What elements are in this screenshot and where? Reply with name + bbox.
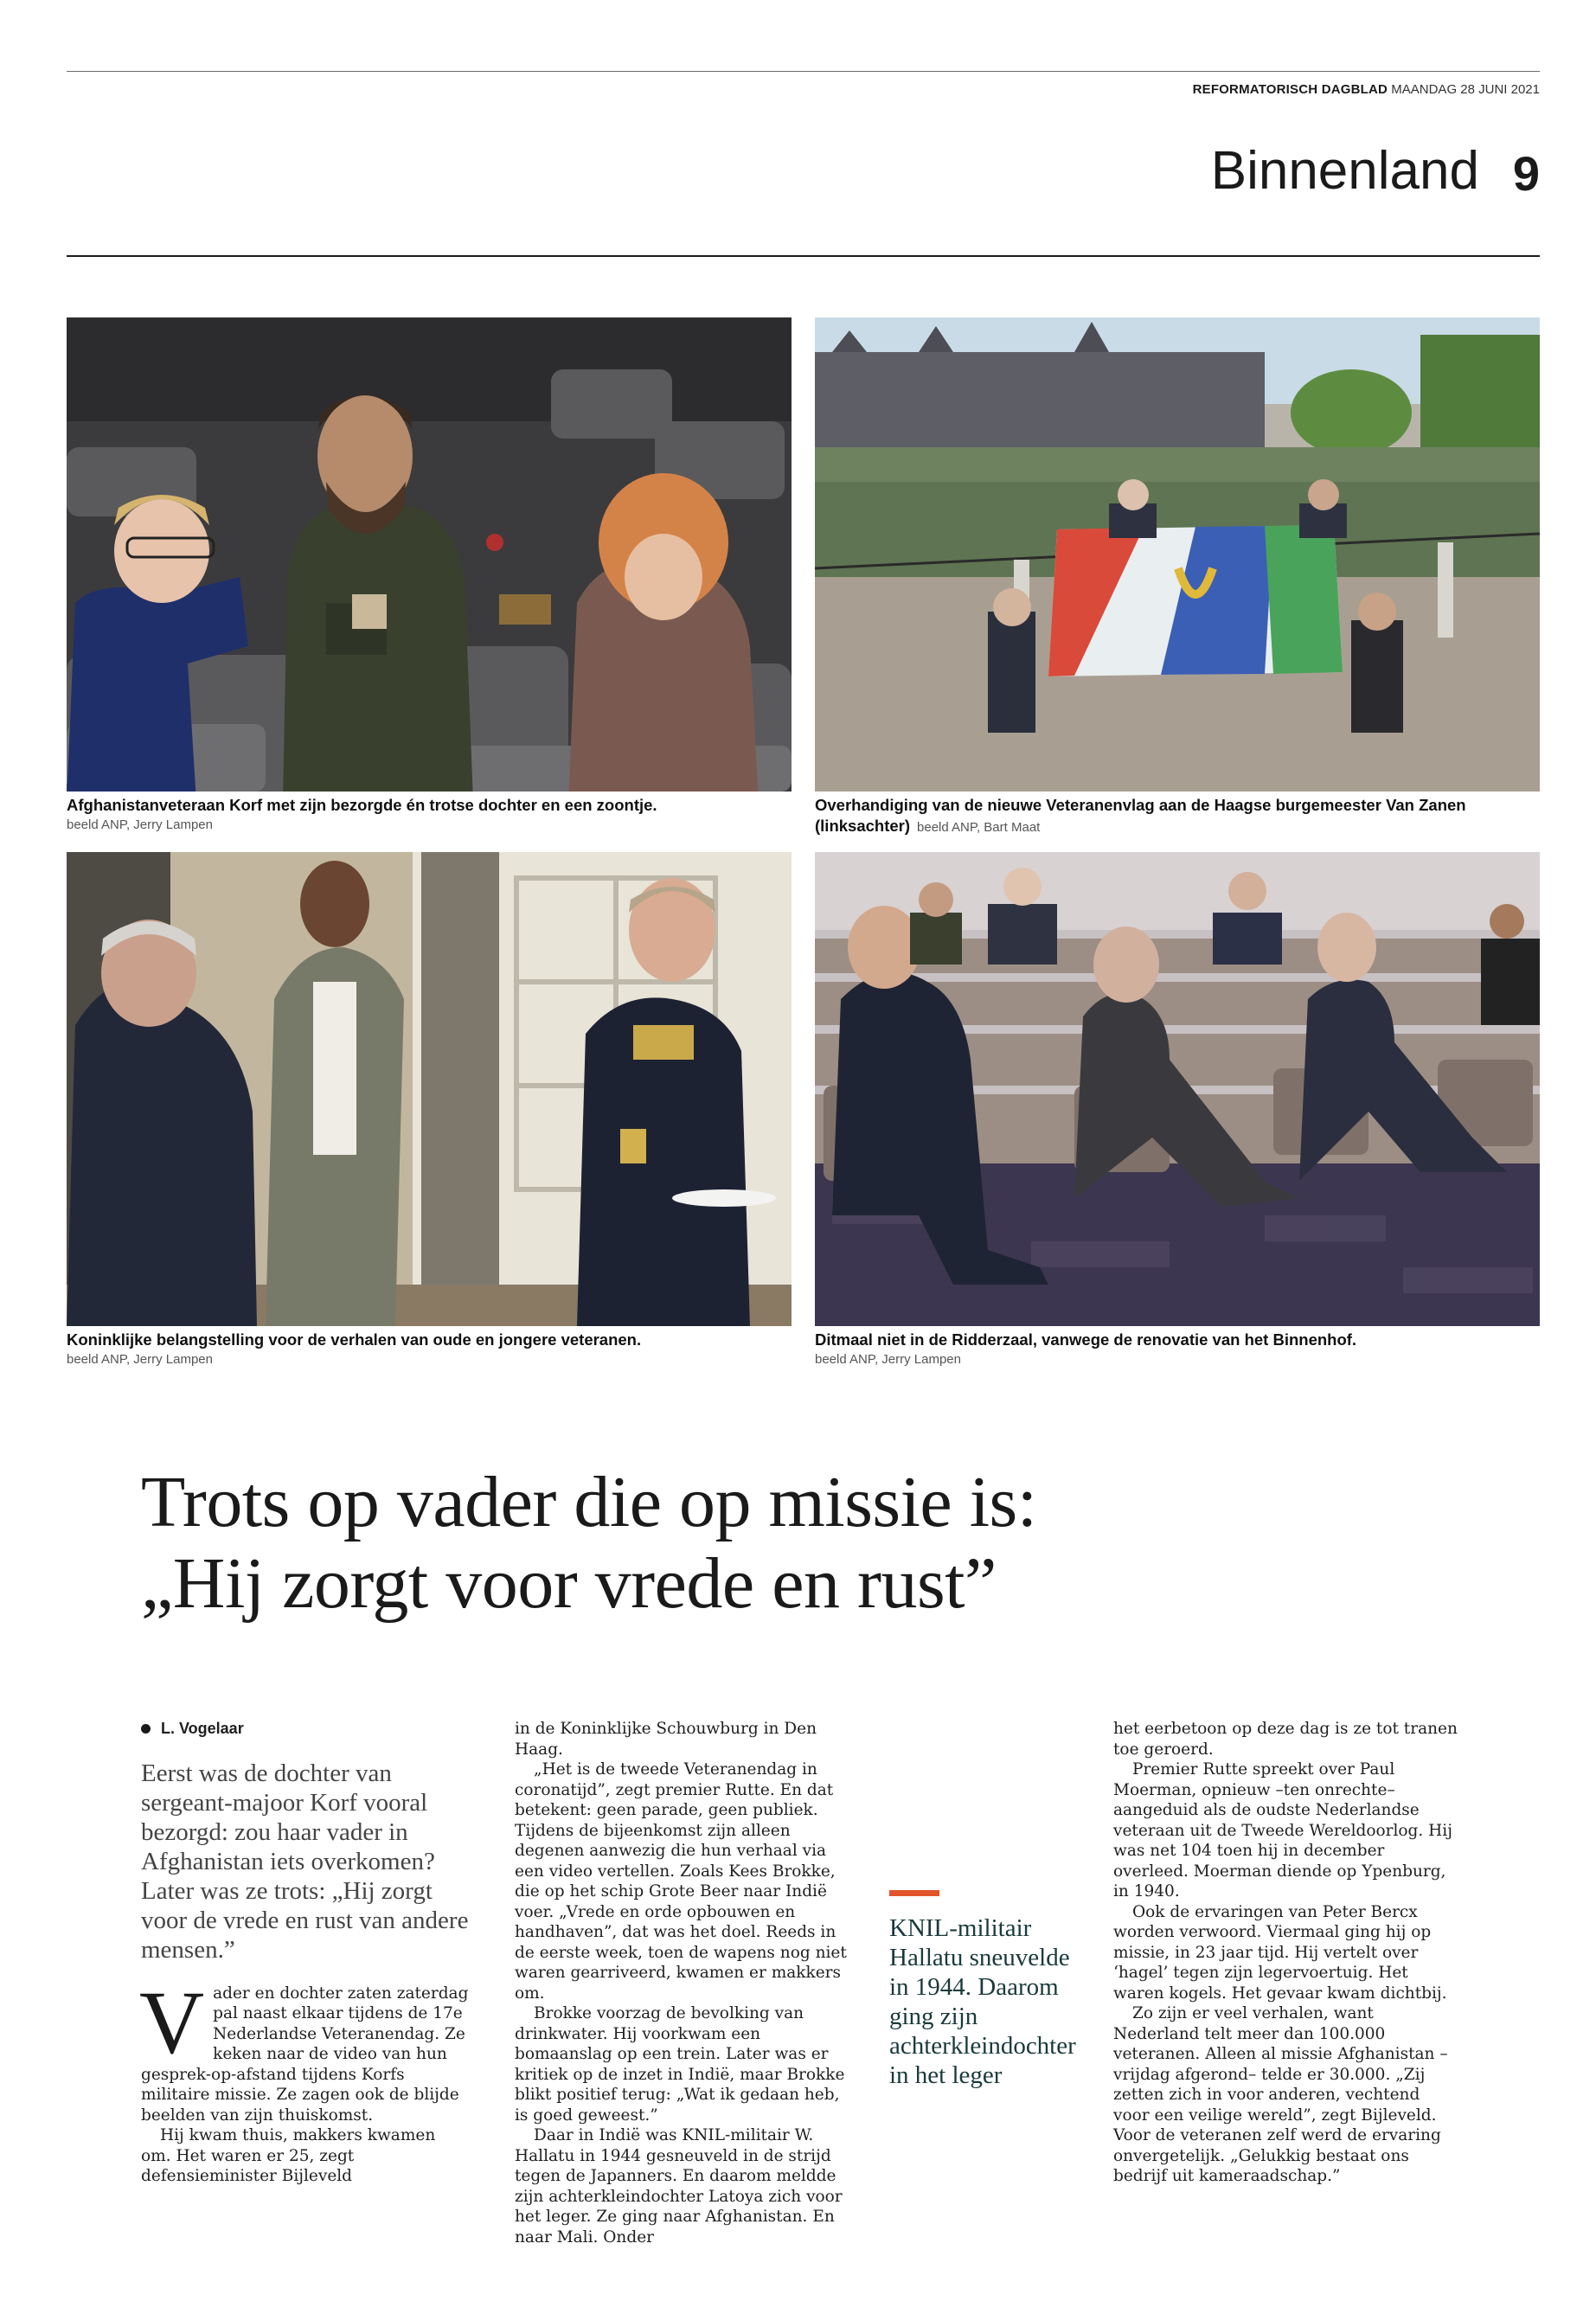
photo-royal-interest — [67, 852, 792, 1326]
caption-text: Ditmaal niet in de Ridderzaal, vanwege de renovatie van het Binnenhof. — [815, 1330, 1357, 1349]
byline — [141, 1719, 470, 1740]
photo-veteran-family — [67, 317, 792, 792]
top-rule — [67, 71, 1540, 72]
photo-caption — [815, 795, 1540, 837]
bullet-icon — [141, 1724, 151, 1734]
article-column-1 — [141, 1719, 470, 2187]
photo-credit: beeld ANP, Jerry Lampen — [67, 1352, 213, 1367]
page-number: 9 — [1512, 146, 1540, 201]
body-paragraph: Ook de ervaringen van Peter Bercx worden verwoord. Viermaal ging hij op missie, in 23 jaar tijd. Hij vertelt over ‘hagel’ tegen zijn legervoertuig. Het waren kogels. Het gevaar kwam dichtbij. — [1113, 1902, 1447, 2003]
drop-cap: V — [139, 1972, 205, 2073]
caption-text — [815, 795, 1540, 837]
photo-caption — [815, 1330, 1540, 1369]
caption-text-span: Overhandiging van de nieuwe Veteranenvlag aan de Haagse burgemeester Van Zanen (linksachter) — [815, 796, 1466, 835]
photo-credit: beeld ANP, Jerry Lampen — [815, 1352, 961, 1367]
body-paragraph: Daar in Indië was KNIL-militair W. Hallatu in 1944 gesneuveld in de strijd tegen de Japanners. En daarom meldde zijn achterkleindochter Latoya zich voor het leger. Ze ging naar Afghanistan. En naar Mali. Onder — [515, 2126, 843, 2247]
newspaper-name: REFORMATORISCH DAGBLAD — [1192, 82, 1388, 97]
photo-caption — [67, 1330, 792, 1369]
article-column-3 — [1113, 1719, 1458, 2187]
caption-text: Afghanistanveteraan Korf met zijn bezorgde én trotse dochter en een zoontje. — [67, 796, 657, 814]
headline-line-1: Trots op vader die op missie is: — [141, 1462, 1037, 1542]
section-rule — [67, 255, 1540, 257]
body-paragraph: Hij kwam thuis, makkers kwamen om. Het waren er 25, zegt defensieminister Bijleveld — [141, 2126, 436, 2185]
photo-caption — [67, 795, 792, 835]
body-paragraph: „Het is de tweede Veteranendag in coronatijd”, zegt premier Rutte. En dat betekent: geen parade, geen publiek. Tijdens de bijeenkomst zijn alleen degenen aanwezig die hun verhaal via een video vertellen. Zoals Kees Brokke, die op het schip Grote Beer naar Indië voer. „Vrede en orde opbouwen en handhaven”, dat was het doel. Reeds in de eerste week, toen de wapens nog niet waren gearriveerd, kwamen er makkers om. — [515, 1760, 847, 2003]
headline-line-2: „Hij zorgt voor vrede en rust” — [141, 1543, 997, 1624]
article-column-2 — [515, 1719, 856, 2247]
article-intro: Eerst was de dochter van sergeant-majoor Korf vooral bezorgd: zou haar vader in Afghanistan iets overkomen? Later was ze trots: „Hij zorgt voor de vrede en rust van andere mensen.” — [141, 1759, 469, 1964]
photo-credit: beeld ANP, Jerry Lampen — [67, 817, 213, 832]
body-paragraph — [139, 1972, 470, 2126]
author-name: L. Vogelaar — [161, 1720, 244, 1737]
body-paragraph: Premier Rutte spreekt over Paul Moerman, opnieuw –ten onrechte– aangeduid als de oudste Nederlandse veteraan uit de Tweede Wereldoorlog. Hij was net 104 toen hij in december overleed. Moerman diende op Ypenburg, in 1940. — [1113, 1760, 1452, 1900]
photo-veteran-flag — [815, 317, 1540, 792]
masthead — [1193, 82, 1540, 97]
photo-auditorium — [815, 852, 1540, 1326]
article-headline — [141, 1462, 1439, 1625]
body-text: ader en dochter zaten zaterdag pal naast elkaar tijdens de 17e Nederlandse Veteranendag. Ze keken naar de video van hun gesprek-op-afstand tijdens Korfs militaire missie. Ze zagen ook de blijde beelden van zijn thuiskomst. — [141, 1984, 469, 2125]
body-paragraph: Zo zijn er veel verhalen, want Nederland telt meer dan 100.000 veteranen. Alleen al missie Afghanistan –vrijdag afgerond– telde er 30.000. „Zij zetten zich in voor anderen, vechtend voor een veilige wereld”, zegt Bijleveld. Voor de veteranen zelf werd de ervaring onvergetelijk. „Gelukkig bestaat ons bedrijf uit kameraadschap.” — [1113, 2004, 1448, 2185]
pull-quote-text: KNIL-militair Hallatu sneuvelde in 1944. Daarom ging zijn achterkleindochter in het leger — [889, 1914, 1076, 2089]
body-paragraph: in de Koninklijke Schouwburg in Den Haag. — [515, 1720, 817, 1759]
body-paragraph: het eerbetoon op deze dag is ze tot tranen toe geroerd. — [1113, 1720, 1458, 1759]
pull-quote — [889, 1890, 1084, 2090]
pull-quote-accent-bar — [889, 1890, 939, 1896]
body-paragraph: Brokke voorzag de bevolking van drinkwater. Hij voorkwam een bomaanslag op een trein. Later was er kritiek op de inzet in Indië, maar Brokke blikt positief terug: „Wat ik gedaan heb, is goed geweest.” — [515, 2004, 845, 2125]
photo-credit: beeld ANP, Bart Maat — [917, 820, 1041, 835]
section-title: Binnenland — [1210, 141, 1479, 201]
caption-text: Koninklijke belangstelling voor de verhalen van oude en jongere veteranen. — [67, 1330, 642, 1349]
issue-date: MAANDAG 28 JUNI 2021 — [1391, 82, 1540, 97]
